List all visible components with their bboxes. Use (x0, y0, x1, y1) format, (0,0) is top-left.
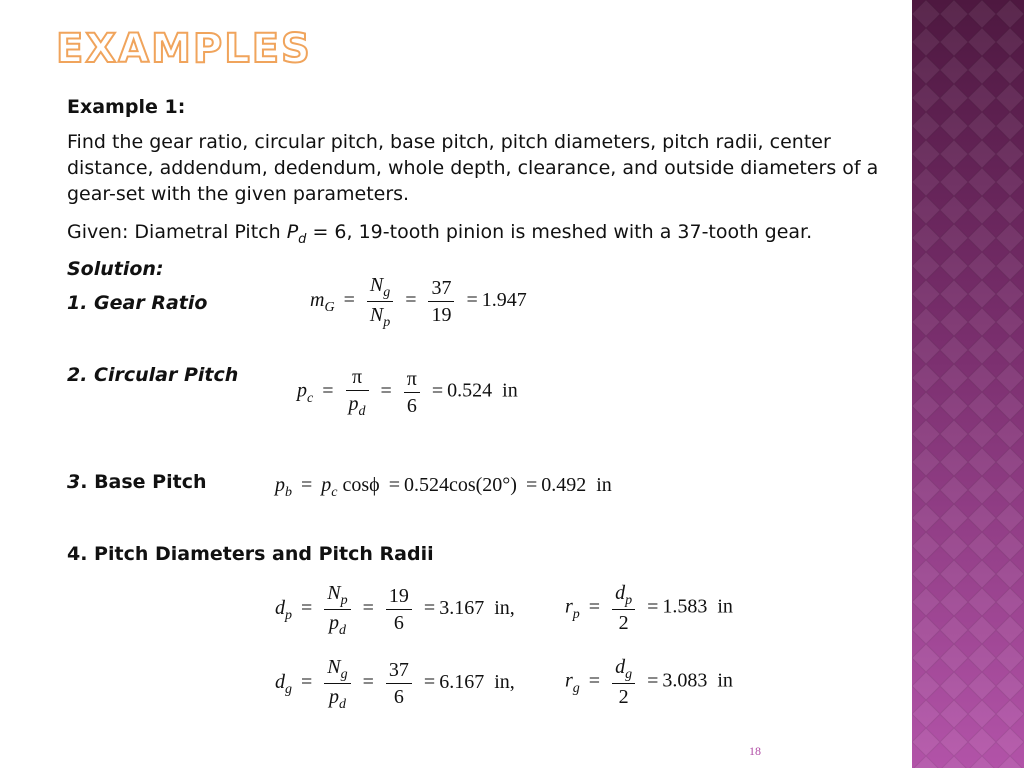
solution-label: Solution: (67, 258, 164, 280)
page-number: 18 (749, 744, 761, 758)
step-pitch-diameters: 4. Pitch Diameters and Pitch Radii (67, 543, 434, 565)
diamond-pattern (912, 0, 1024, 768)
circular-pitch-equation: $p_c$ = $\frac{\pi}{p_d}$ = $\frac{\pi}{6}$ = 0.524 in (297, 366, 518, 419)
decorative-side-panel (912, 0, 1024, 768)
given-prefix: Given: Diametral Pitch (67, 221, 287, 243)
step-gear-ratio: 1. Gear Ratio (67, 292, 208, 314)
problem-text: Find the gear ratio, circular pitch, base pitch, pitch diameters, pitch radii, center distance, addendum, dedendum, whole depth, clearance, and outside diameters of a gear-set with the given parameters. (67, 131, 879, 205)
given-subscript: d (298, 231, 307, 247)
given-text (67, 219, 897, 253)
step-base-pitch-text: . Base Pitch (80, 471, 207, 493)
step-base-pitch (67, 469, 207, 495)
example-label: Example 1: (67, 96, 186, 118)
given-symbol: P (286, 221, 299, 243)
given-suffix: = 6, 19-tooth pinion is meshed with a 37-tooth gear. (306, 221, 813, 243)
pinion-pitch-diameter-equation: $d_p$ = $\frac{N_p}{p_d}$ = $\frac{19}{6}$ = 3.167 in, (275, 582, 515, 638)
gear-ratio-equation: $m_G$ = $\frac{N_g}{N_p}$ = $\frac{37}{19}$ = 1.947 (310, 274, 527, 330)
base-pitch-equation: $p_b = p_c$ cosϕ = 0.524cos(20°) = 0.492 in (275, 474, 612, 500)
step-circular-pitch: 2. Circular Pitch (67, 364, 239, 386)
gear-pitch-radius-equation: $r_g$ = $\frac{d_g}{2}$ = 3.083 in (565, 656, 733, 708)
pinion-pitch-radius-equation: $r_p$ = $\frac{d_p}{2}$ = 1.583 in (565, 582, 733, 634)
slide-title: EXAMPLES (56, 26, 312, 72)
gear-pitch-diameter-equation: $d_g$ = $\frac{N_g}{p_d}$ = $\frac{37}{6}$ = 6.167 in, (275, 656, 515, 712)
step-base-pitch-number: 3 (67, 471, 81, 493)
